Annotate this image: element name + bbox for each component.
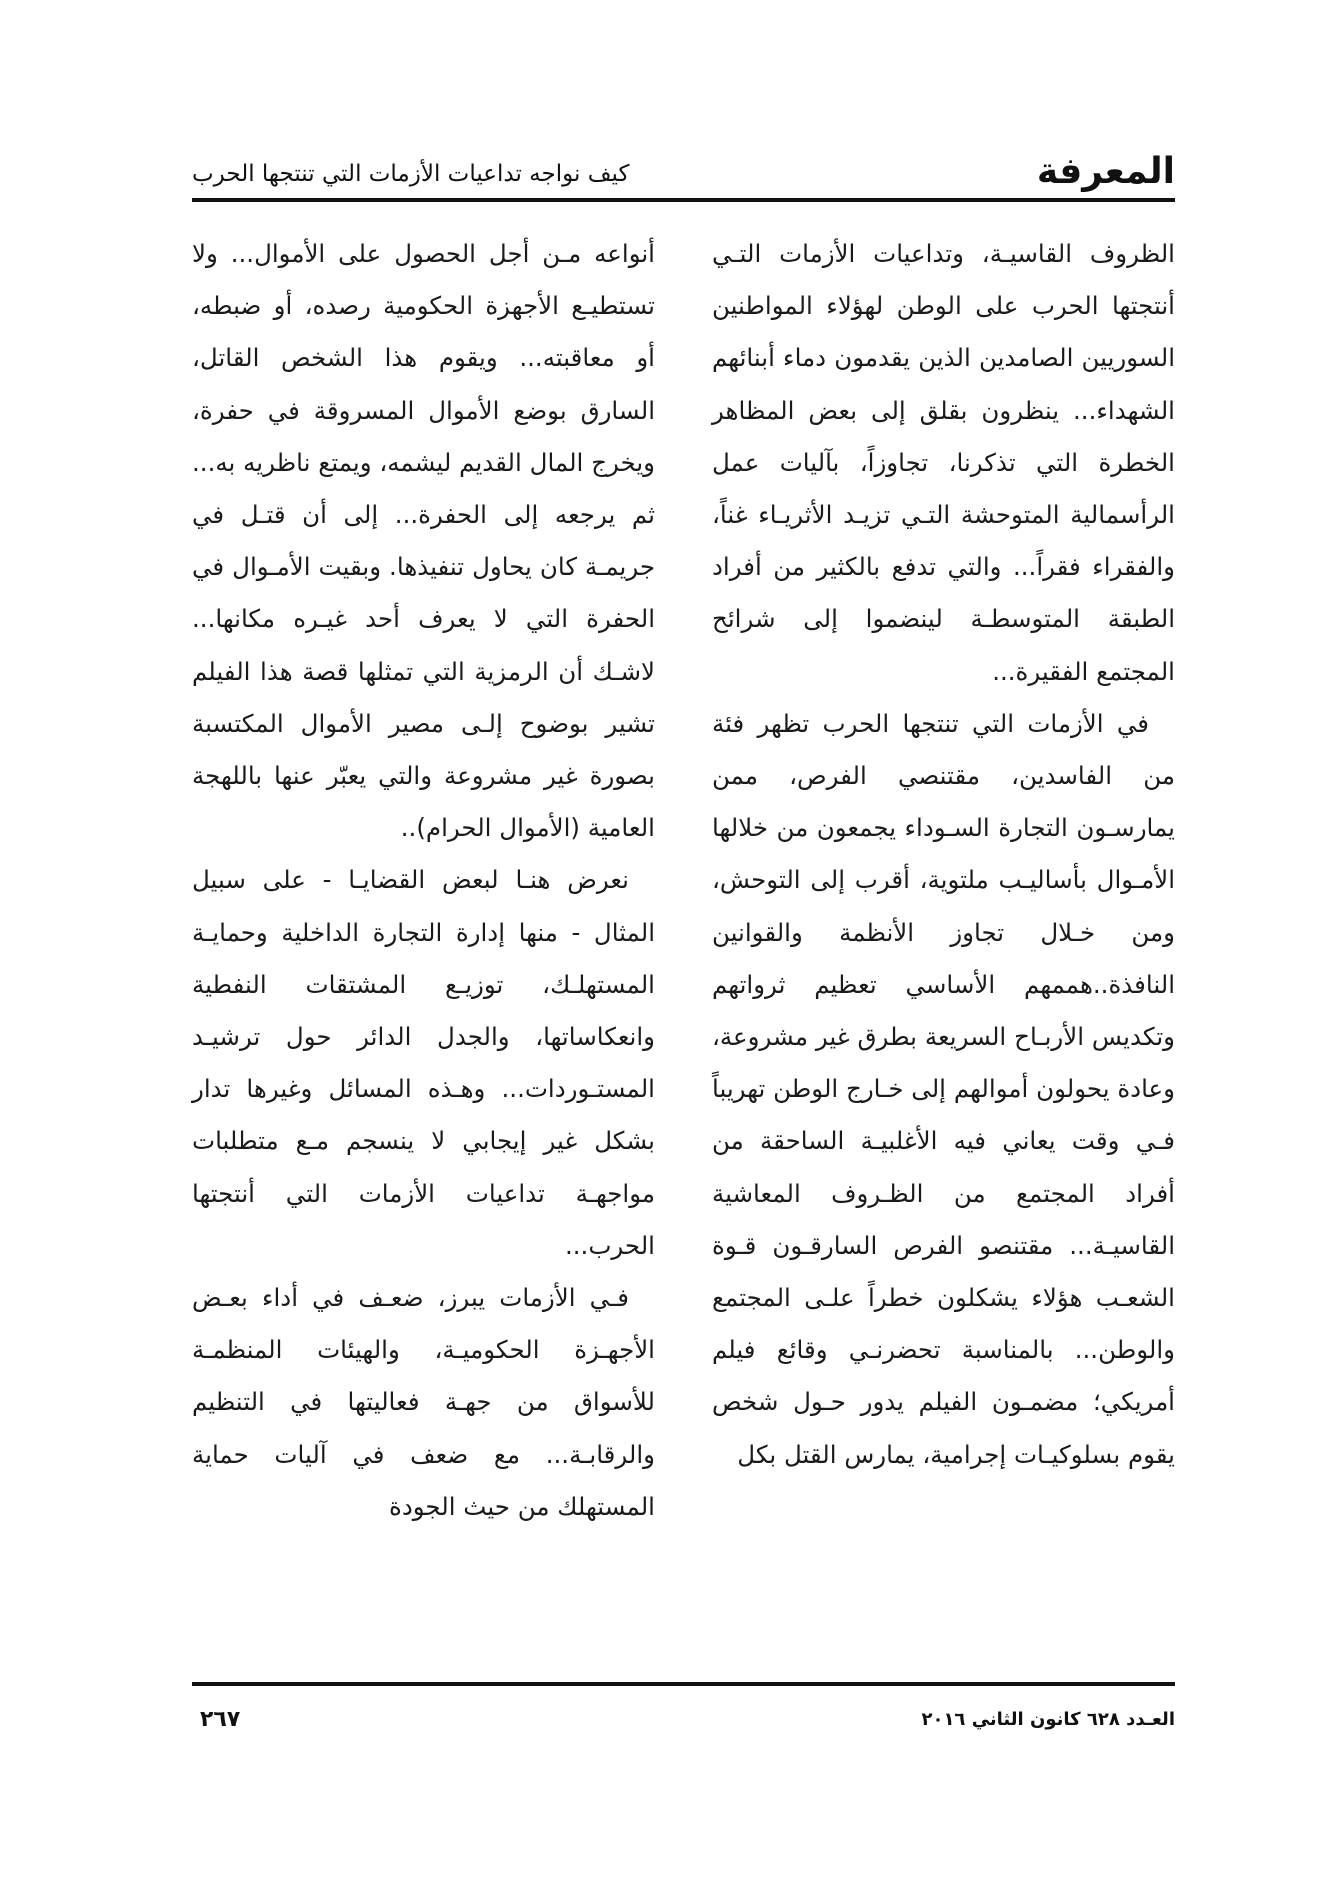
text-column-left — [192, 228, 655, 1533]
footer-rule — [192, 1682, 1175, 1686]
paragraph: أنواعه مـن أجل الحصول على الأموال... ولا تستطيـع الأجهزة الحكومية رصده، أو ضبطه، أو معاقبته... ويقوم هذا الشخص القاتل، السارق بوضع الأموال المسروقة في حفرة، ويخرج المال القديم ليشمه، ويمتع ناظريه به... ثم يرجعه إلى الحفرة... إلى أن قتـل في جريمـة كان يحاول تنفيذها. وبقيت الأمـوال في الحفرة التي لا يعرف أحد غيـره مكانها... لاشـك أن الرمزية التي تمثلها قصة هذا الفيلم تشير بوضوح إلـى مصير الأموال المكتسبة بصورة غير مشروعة والتي يعبّر عنها باللهجة العامية (الأموال الحرام).. — [192, 239, 655, 843]
running-title: كيف نواجه تداعيات الأزمات التي تنتجها الحرب — [192, 161, 630, 187]
page-footer — [192, 1700, 1175, 1744]
paragraph: فـي الأزمات يبرز، ضعـف في أداء بعـض الأجهـزة الحكوميـة، والهيئات المنظمـة للأسواق من جهـة فعاليتها في التنظيم والرقابـة... مع ضعف في آليات حماية المستهلك من حيث الجودة — [192, 1283, 655, 1521]
header-rule — [192, 198, 1175, 202]
paragraph: نعرض هنـا لبعض القضايـا - على سبيل المثال - منها إدارة التجارة الداخلية وحمايـة المستهلـك، توزيـع المشتقات النفطية وانعكاساتها، والجدل الدائر حول ترشيـد المستـوردات... وهـذه المسائل وغيرها تدار بشكل غير إيجابي لا ينسجم مـع متطلبات مواجهـة تداعيات الأزمات التي أنتجتها الحرب... — [192, 865, 655, 1260]
paragraph: الظروف القاسيـة، وتداعيات الأزمات التـي أنتجتها الحرب على الوطن لهؤلاء المواطنين السوريين الصامدين الذين يقدمون دماء أبنائهم الشهداء... ينظرون بقلق إلى بعض المظاهر الخطرة التي تذكرنا، تجاوزاً، بآليات عمل الرأسمالية المتوحشة التـي تزيـد الأثريـاء غناً، والفقراء فقراً... والتي تدفع بالكثير من أفراد الطبقة المتوسطـة لينضموا إلى شرائح المجتمع الفقيرة... — [712, 239, 1175, 686]
page-header — [192, 148, 1175, 196]
paragraph: في الأزمات التي تنتجها الحرب تظهر فئة من الفاسدين، مقتنصي الفرص، ممن يمارسـون التجارة السـوداء يجمعون من خلالها الأمـوال بأساليـب ملتوية، أقرب إلى التوحش، ومن خـلال تجاوز الأنظمة والقوانين النافذة..هممهم الأساسي تعظيم ثرواتهم وتكديس الأربـاح السريعة بطرق غير مشروعة، وعادة يحولون أموالهم إلى خـارج الوطن تهريباً فـي وقت يعاني فيه الأغلبيـة الساحقة من أفراد المجتمع من الظـروف المعاشية القاسيـة... مقتنصو الفرص السارقـون قـوة الشعـب هؤلاء يشكلون خطراً علـى المجتمع والوطن... بالمناسبة تحضرنـي وقائع فيلم أمريكي؛ مضمـون الفيلم يدور حـول شخص يقوم بسلوكيـات إجرامية، يمارس القتل بكل — [712, 708, 1175, 1469]
page-number: ٢٦٧ — [200, 1707, 241, 1732]
magazine-logo: المعرفة — [1036, 151, 1175, 192]
issue-info: العـدد ٦٢٨ كانون الثاني ٢٠١٦ — [921, 1709, 1175, 1730]
text-column-right — [712, 228, 1175, 1481]
